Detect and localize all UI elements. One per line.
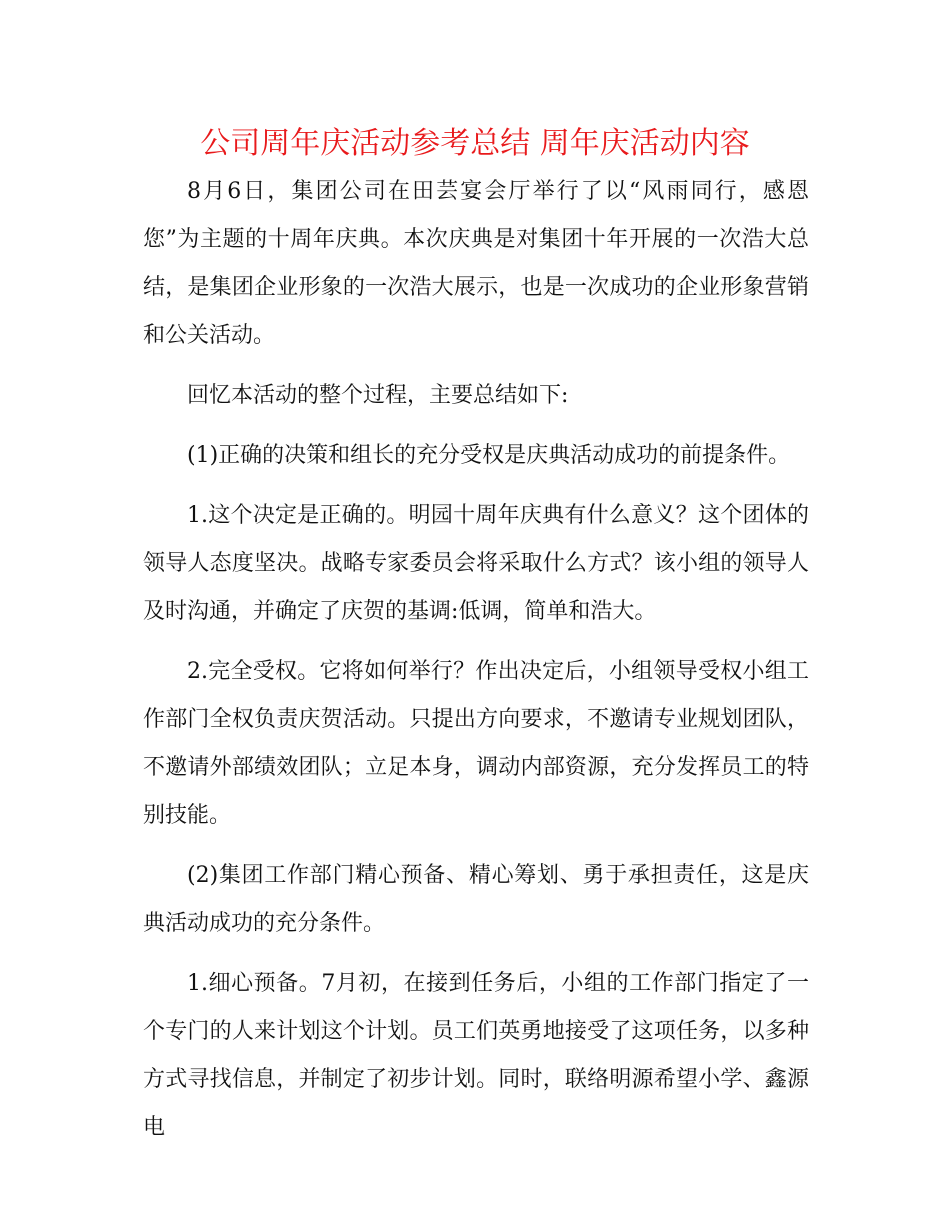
paragraph-section-2-heading: (2)集团工作部门精心预备、精心筹划、勇于承担责任，这是庆典活动成功的充分条件。 [143, 863, 809, 936]
paragraph-section-2-item-1: 1.细心预备。7月初，在接到任务后，小组的工作部门指定了一个专门的人来计划这个计划。员工们英勇地接受了这项任务，以多种方式寻找信息，并制定了初步计划。同时，联络明源希望小学、鑫源电 [143, 971, 809, 1140]
paragraph-section-1-heading: (1)正确的决策和组长的充分受权是庆典活动成功的前提条件。 [187, 443, 791, 468]
document-body [143, 168, 809, 1152]
document-title: 公司周年庆活动参考总结 周年庆活动内容 [200, 126, 750, 161]
paragraph-section-1-item-2: 2.完全受权。它将如何举行？作出决定后，小组领导受权小组工作部门全权负责庆贺活动。只提出方向要求，不邀请专业规划团队，不邀请外部绩效团队；立足本身，调动内部资源，充分发挥员工的特别技能。 [143, 659, 809, 828]
paragraph-intro: 8月6日，集团公司在田芸宴会厅举行了以“风雨同行，感恩您”为主题的十周年庆典。本次庆典是对集团十年开展的一次浩大总结，是集团企业形象的一次浩大展示，也是一次成功的企业形象营销和公关活动。 [143, 179, 809, 348]
paragraph-section-1-item-1: 1.这个决定是正确的。明园十周年庆典有什么意义？这个团体的领导人态度坚决。战略专家委员会将采取什么方式？该小组的领导人及时沟通，并确定了庆贺的基调:低调，简单和浩大。 [143, 503, 809, 624]
paragraph-summary-lead: 回忆本活动的整个过程，主要总结如下: [187, 383, 569, 408]
